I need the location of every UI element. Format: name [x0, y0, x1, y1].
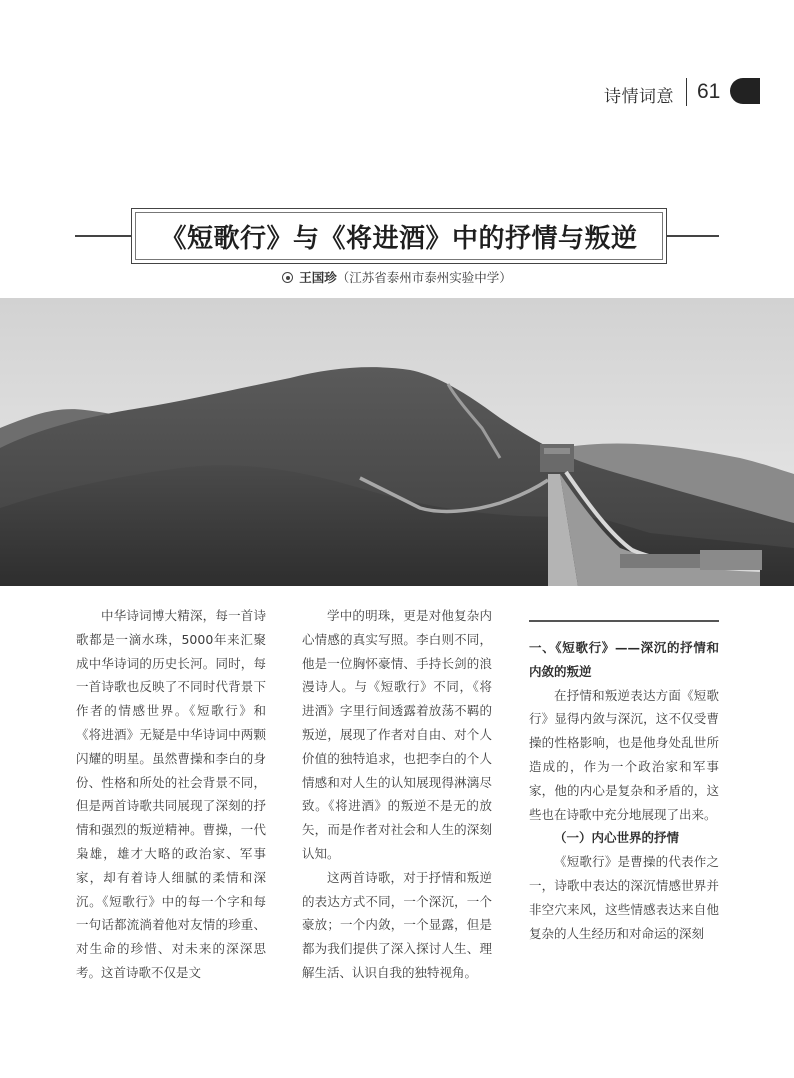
body-paragraph: 中华诗词博大精深，每一首诗歌都是一滴水珠，5000年来汇聚成中华诗词的历史长河。同时，每一首诗歌也反映了不同时代背景下作者的情感世界。《短歌行》和《将进酒》无疑是中华诗词中两颗闪耀的明星。虽然曹操和李白的身份、性格和所处的社会背景不同，但是两首诗歌共同展现了深刻的抒情和强烈的叛逆精神。曹操，一代枭雄，雄才大略的政治家、军事家，却有着诗人细腻的柔情和深沉。《短歌行》中的每一个字和每一句话都流淌着他对友情的珍重、对生命的珍惜、对未来的深深思考。这首诗歌不仅是文 [76, 608, 266, 980]
body-paragraph: 学中的明珠，更是对他复杂内心情感的真实写照。李白则不同，他是一位胸怀豪情、手持长剑的浪漫诗人。与《短歌行》不同，《将进酒》字里行间透露着放荡不羁的叛逆，展现了作者对自由、对个人价值的独特追求，也把李白的个人情感和对人生的认知展现得淋漓尽致。《将进酒》的叛逆不是无的放矢，而是作者对社会和人生的深刻认知。 [302, 608, 492, 861]
section-heading: 一、《短歌行》——深沉的抒情和内敛的叛逆 [529, 640, 719, 679]
title-rule-left [75, 235, 131, 237]
body-column-1 [76, 604, 266, 985]
body-column-3 [529, 636, 719, 945]
header-divider [686, 78, 687, 106]
column-3-top-rule [529, 620, 719, 622]
author-name: 王国珍 [299, 270, 337, 285]
article-title: 《短歌行》与《将进酒》中的抒情与叛逆 [160, 223, 638, 254]
body-paragraph: 在抒情和叛逆表达方面《短歌行》显得内敛与深沉，这不仅受曹操的性格影响，也是他身处乱世所造成的，作为一个政治家和军事家，他的内心是复杂和矛盾的，这些也在诗歌中充分地展现了出来。 [529, 687, 719, 822]
author-circle-icon [282, 272, 293, 283]
author-affiliation: （江苏省泰州市泰州实验中学） [336, 270, 512, 285]
body-paragraph: 《短歌行》是曹操的代表作之一，诗歌中表达的深沉情感世界并非空穴来风，这些情感表达来自他复杂的人生经历和对命运的深刻 [529, 854, 719, 941]
body-paragraph: 这两首诗歌，对于抒情和叛逆的表达方式不同，一个深沉，一个豪放；一个内敛，一个显露，但是都为我们提供了深入探讨人生、理解生活、认识自我的独特视角。 [302, 869, 492, 980]
author-line [0, 268, 794, 286]
section-title: 诗情词意 [604, 87, 674, 107]
title-rule-right [667, 235, 719, 237]
corner-tab-marker [730, 78, 760, 104]
great-wall-photo [0, 298, 794, 586]
page-number: 61 [697, 80, 721, 103]
title-inner-frame [135, 212, 663, 260]
subsection-heading: （一）内心世界的抒情 [554, 830, 680, 846]
body-column-2 [302, 604, 492, 985]
